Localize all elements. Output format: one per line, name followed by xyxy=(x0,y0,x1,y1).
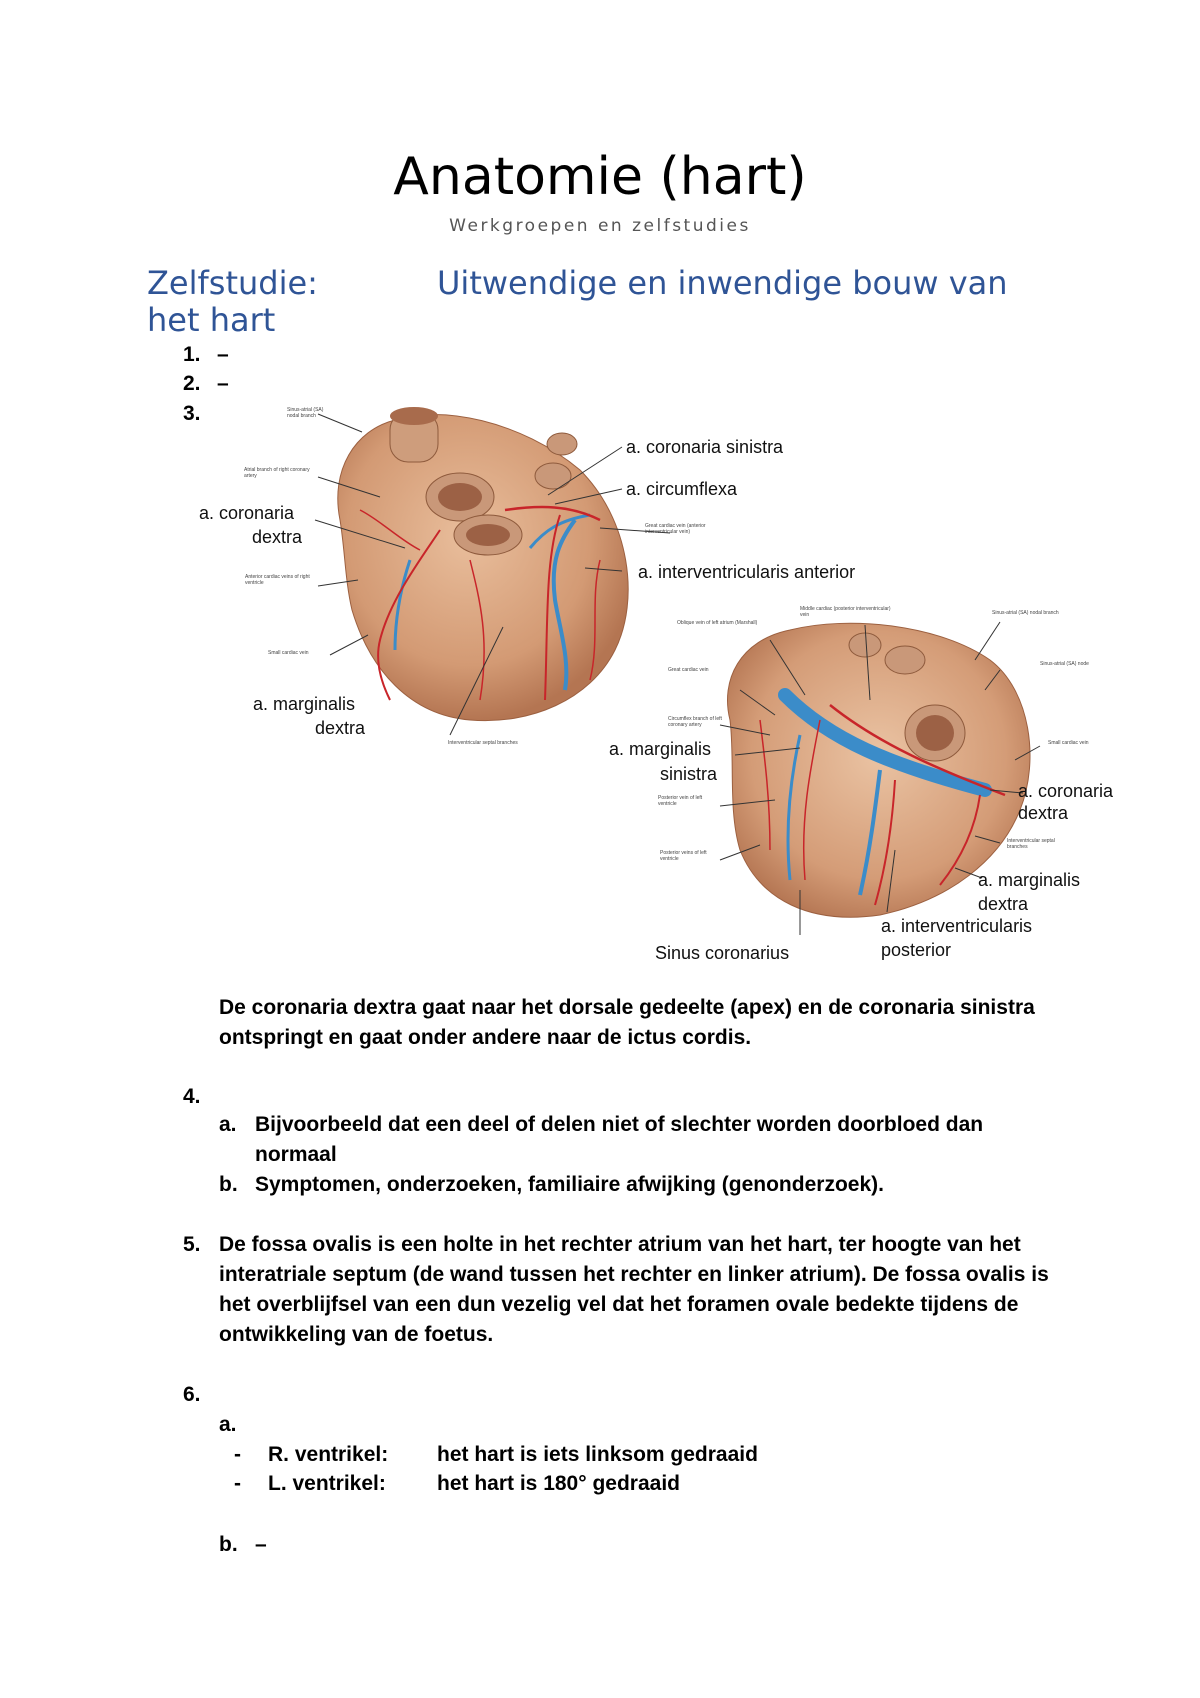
small-label: Posterior vein of left ventricle xyxy=(658,795,703,807)
answer-6-r-label: R. ventrikel: xyxy=(268,1443,389,1466)
small-label: Posterior veins of left ventricle xyxy=(660,850,707,862)
small-label: Great cardiac vein xyxy=(668,667,709,673)
answer-6-r-text: het hart is iets linksom gedraaid xyxy=(437,1443,758,1466)
answer-6-bullet: - xyxy=(234,1443,241,1466)
label-interventricularis-posterior-cont: posterior xyxy=(881,940,952,960)
section-heading-label: Zelfstudie: xyxy=(147,264,318,302)
item-answer: – xyxy=(217,372,229,395)
item-number: 4. xyxy=(183,1085,201,1108)
answer-4b-marker: b. xyxy=(219,1173,238,1196)
item-number: 3. xyxy=(183,402,201,425)
label-posterior-marginalis-dextra: a. marginalis xyxy=(978,870,1081,890)
label-marginalis-sinistra-cont: sinistra xyxy=(660,764,718,784)
small-label: Sinus-atrial (SA) nodal branch xyxy=(287,407,324,419)
pv-opening xyxy=(885,646,925,674)
small-label: Circumflex branch of left coronary artery xyxy=(668,716,722,728)
item-answer: – xyxy=(217,343,229,366)
answer-4a-marker: a. xyxy=(219,1113,237,1136)
answer-5-line: het overblijfsel van een dun vezelig vel dat het foramen ovale bedekte tijdens de xyxy=(219,1293,1019,1316)
answer-6b-marker: b. xyxy=(219,1533,238,1556)
small-label: Anterior cardiac veins of right ventricle xyxy=(245,574,310,586)
label-interventricularis-posterior: a. interventricularis xyxy=(881,916,1033,936)
answer-6-l-label: L. ventrikel: xyxy=(268,1472,386,1495)
small-label: Interventricular septal branches xyxy=(448,740,518,746)
page-title: Anatomie (hart) xyxy=(393,147,807,207)
vessel-opening xyxy=(547,433,577,455)
pulmonary-lumen xyxy=(438,483,482,511)
small-label: Sinus-atrial (SA) nodal branch xyxy=(992,610,1059,616)
answer-4a-line: Bijvoorbeeld dat een deel of delen niet of slechter worden doorbloed dan xyxy=(255,1113,984,1136)
item-number: 1. xyxy=(183,343,201,366)
small-label: Great cardiac vein (anterior interventricular vein) xyxy=(645,523,706,535)
answer-6a-marker: a. xyxy=(219,1413,237,1436)
label-marginalis-dextra-cont: dextra xyxy=(315,718,366,738)
label-sinus-coronarius: Sinus coronarius xyxy=(655,943,790,963)
answer-5-line: interatriale septum (de wand tussen het rechter en linker atrium). De fossa ovalis is xyxy=(219,1263,1049,1286)
label-coronaria-dextra: a. coronaria xyxy=(199,503,295,523)
label-marginalis-dextra: a. marginalis xyxy=(253,694,356,714)
aorta-opening xyxy=(390,407,438,425)
label-posterior-coronaria-dextra-cont: dextra xyxy=(1018,803,1069,823)
item-number: 5. xyxy=(183,1233,201,1256)
leader-line xyxy=(330,635,368,655)
answer-5-line: De fossa ovalis is een holte in het rechter atrium van het hart, ter hoogte van het xyxy=(219,1233,1021,1256)
answer-6-l-text: het hart is 180° gedraaid xyxy=(437,1472,680,1495)
label-circumflexa: a. circumflexa xyxy=(626,479,738,499)
page-subtitle: Werkgroepen en zelfstudies xyxy=(449,216,751,236)
vessel-opening xyxy=(535,463,571,489)
small-label: Small cardiac vein xyxy=(1048,740,1089,746)
leader-line xyxy=(975,622,1000,660)
answer-6-bullet: - xyxy=(234,1472,241,1495)
label-posterior-marginalis-dextra-cont: dextra xyxy=(978,894,1029,914)
answer-4a-line: normaal xyxy=(255,1143,337,1166)
small-label: Interventricular septal branches xyxy=(1007,838,1055,850)
pv-lumen xyxy=(466,524,510,546)
label-interventricularis-anterior: a. interventricularis anterior xyxy=(638,562,856,582)
answer-3-line: De coronaria dextra gaat naar het dorsale gedeelte (apex) en de coronaria sinistra xyxy=(219,996,1035,1019)
answer-5-line: ontwikkeling van de foetus. xyxy=(219,1323,494,1346)
ivc-lumen xyxy=(916,715,954,751)
label-posterior-coronaria-dextra: a. coronaria xyxy=(1018,781,1114,801)
small-label: Small cardiac vein xyxy=(268,650,309,656)
small-label: Middle cardiac (posterior interventricular) vein xyxy=(800,606,891,618)
answer-4b-text: Symptomen, onderzoeken, familiaire afwijking (genonderzoek). xyxy=(255,1173,884,1196)
small-label: Sinus-atrial (SA) node xyxy=(1040,661,1089,667)
section-heading-topic: Uitwendige en inwendige bouw van xyxy=(437,264,1008,302)
anterior-heart xyxy=(338,407,628,721)
answer-3-line: ontspringt en gaat onder andere naar de ictus cordis. xyxy=(219,1026,752,1049)
label-marginalis-sinistra: a. marginalis xyxy=(609,739,712,759)
section-heading-topic-cont: het hart xyxy=(147,301,276,339)
small-label: Atrial branch of right coronary artery xyxy=(244,467,310,479)
answer-6b-text: – xyxy=(255,1533,267,1556)
item-number: 2. xyxy=(183,372,201,395)
small-label: Oblique vein of left atrium (Marshall) xyxy=(677,620,758,626)
pv-opening xyxy=(849,633,881,657)
label-coronaria-dextra-cont: dextra xyxy=(252,527,303,547)
label-coronaria-sinistra: a. coronaria sinistra xyxy=(626,437,784,457)
item-number: 6. xyxy=(183,1383,201,1406)
